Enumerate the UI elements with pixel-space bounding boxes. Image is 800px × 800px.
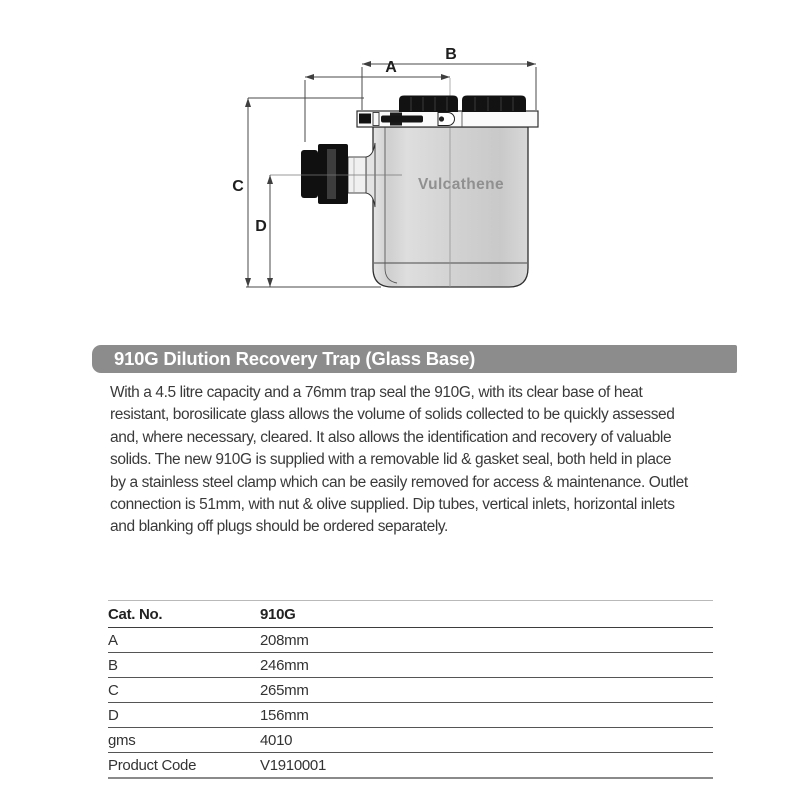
spec-header-label: Cat. No. xyxy=(108,605,163,623)
trap-drawing-svg xyxy=(0,0,800,335)
spec-table xyxy=(108,600,713,779)
spec-row-label: gms xyxy=(108,731,136,749)
description-line: solids. The new 910G is supplied with a removable lid & gasket seal, both held in place xyxy=(110,451,672,469)
table-row xyxy=(108,702,713,727)
outlet-nut-stripe xyxy=(327,149,336,199)
dimension-c-label: C xyxy=(232,178,244,195)
spec-row-value: V1910001 xyxy=(260,756,327,774)
description-line: resistant, borosilicate glass allows the volume of solids collected to be quickly assessed xyxy=(110,406,675,424)
lid-clamp-bolt-head xyxy=(359,114,371,124)
spec-header-value: 910G xyxy=(260,605,296,623)
inlet-cap-right xyxy=(462,96,526,113)
spec-row-value: 246mm xyxy=(260,656,309,674)
page-title: 910G Dilution Recovery Trap (Glass Base) xyxy=(114,348,476,369)
section-title-bar xyxy=(92,345,737,373)
table-row xyxy=(108,677,713,702)
description-line: and blanking off plugs should be ordered separately. xyxy=(110,518,448,536)
dimension-b-label: B xyxy=(445,46,457,63)
spec-row-label: A xyxy=(108,631,118,649)
table-row xyxy=(108,727,713,752)
brand-text: Vulcathene xyxy=(417,176,505,193)
spec-row-value: 208mm xyxy=(260,631,309,649)
spec-row-value: 156mm xyxy=(260,706,309,724)
spec-row-value: 4010 xyxy=(260,731,293,749)
product-technical-drawing xyxy=(0,0,800,335)
lid-clamp-bolt-shaft xyxy=(381,116,423,123)
spec-table-header-row xyxy=(108,601,713,628)
spec-row-label: C xyxy=(108,681,119,699)
product-description xyxy=(110,382,735,539)
lid-clamp-toggle-pin xyxy=(439,116,444,121)
spec-row-label: D xyxy=(108,706,119,724)
spec-row-value: 265mm xyxy=(260,681,309,699)
dimension-a-label: A xyxy=(385,59,397,76)
inlet-cap-left xyxy=(399,96,458,113)
table-row xyxy=(108,652,713,677)
description-line: With a 4.5 litre capacity and a 76mm trap seal the 910G, with its clear base of heat xyxy=(110,384,643,401)
table-row xyxy=(108,752,713,777)
spec-row-label: Product Code xyxy=(108,756,197,774)
description-line: and, where necessary, cleared. It also allows the identification and recovery of valuable xyxy=(110,428,672,446)
description-line: connection is 51mm, with nut & olive supplied. Dip tubes, vertical inlets, horizontal inlets xyxy=(110,495,675,513)
dimension-d-label: D xyxy=(255,218,267,235)
spec-row-label: B xyxy=(108,656,118,674)
description-line: by a stainless steel clamp which can be easily removed for access & maintenance. Outlet xyxy=(110,473,688,491)
outlet-nut-collar xyxy=(301,150,318,198)
table-row xyxy=(108,628,713,652)
